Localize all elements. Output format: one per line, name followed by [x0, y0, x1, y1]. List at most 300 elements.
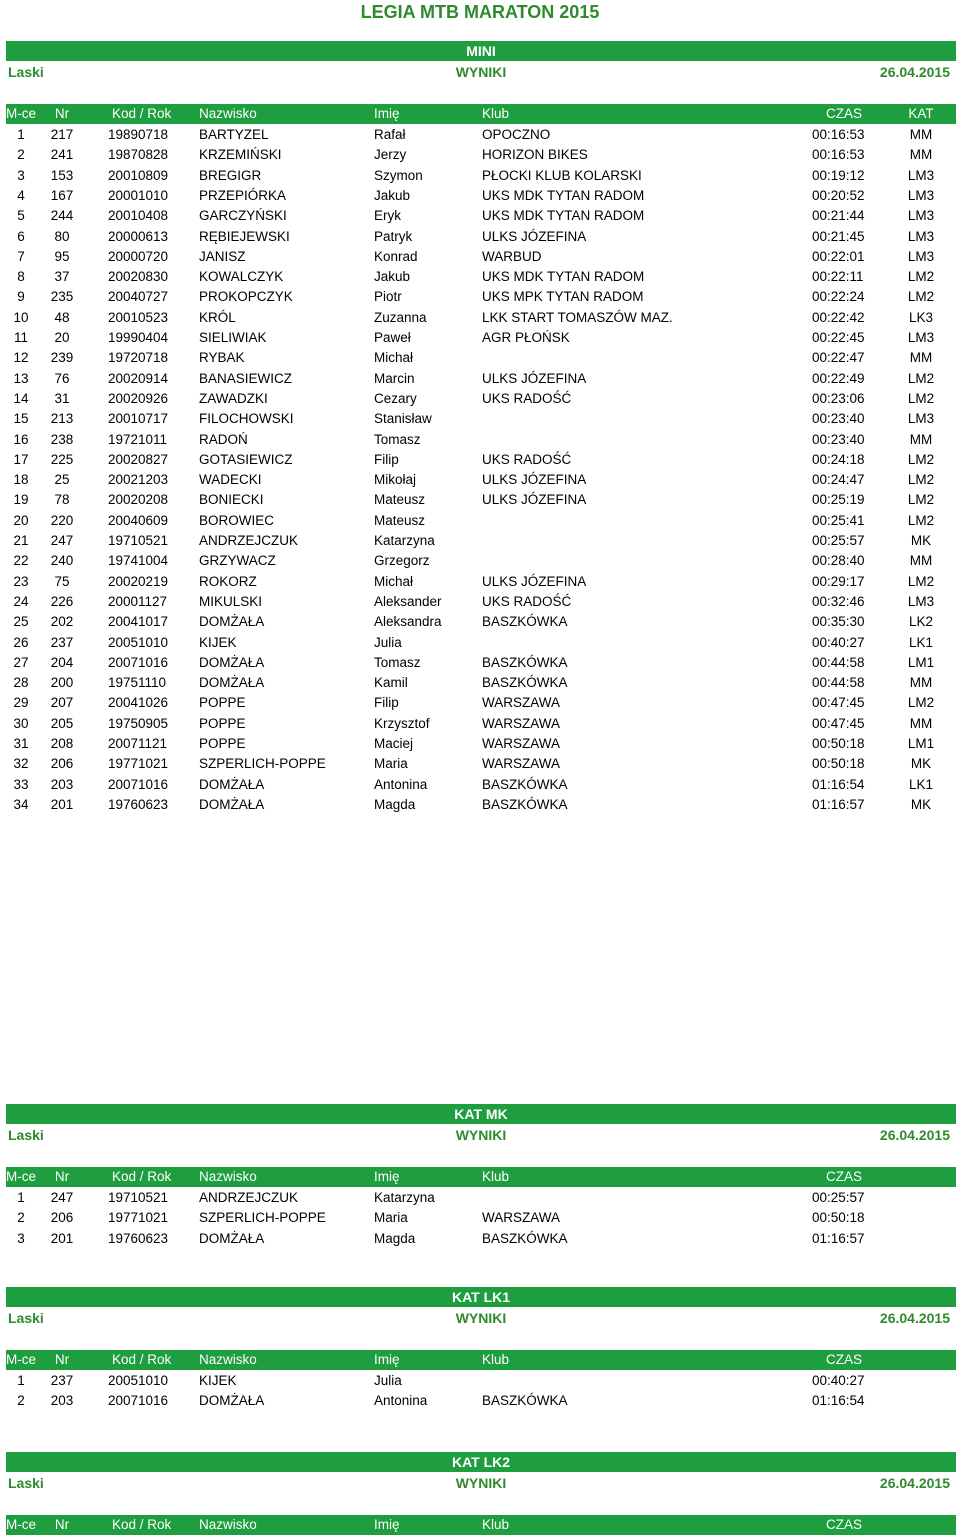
cell-imie: Maria	[374, 1210, 408, 1226]
header-czas: CZAS	[826, 106, 863, 121]
cell-kat: MM	[909, 553, 933, 569]
cell-nazwisko: DOMŻAŁA	[199, 1230, 265, 1246]
cell-kod: 20001010	[108, 187, 169, 203]
table-row	[6, 592, 956, 612]
cell-pos: 18	[13, 472, 29, 488]
cell-kod: 19710521	[108, 1190, 169, 1205]
cell-nr: 80	[54, 228, 70, 244]
cell-imie: Filip	[374, 695, 399, 711]
cell-nr: 213	[50, 411, 74, 427]
header-kat: KAT	[908, 106, 934, 121]
cell-nr: 203	[50, 776, 74, 792]
cell-kat: LM2	[907, 370, 935, 386]
cell-nr: 206	[50, 1210, 74, 1226]
cell-pos: 6	[17, 228, 25, 244]
cell-klub: WARSZAWA	[482, 736, 560, 751]
cell-pos: 20	[13, 512, 29, 528]
location-label: Laski	[8, 64, 44, 80]
table-row	[6, 714, 956, 734]
cell-nazwisko: BANASIEWICZ	[199, 370, 293, 386]
cell-pos: 26	[13, 634, 29, 650]
table-row	[6, 673, 956, 693]
cell-kat: MM	[909, 715, 933, 731]
cell-imie: Jakub	[374, 187, 411, 203]
cell-kat: MK	[910, 796, 932, 812]
cell-kat: MM	[909, 350, 933, 366]
cell-nazwisko: ANDRZEJCZUK	[199, 533, 299, 548]
cell-czas: 00:32:46	[812, 593, 865, 609]
cell-nazwisko: KIJEK	[199, 634, 237, 650]
cell-kod: 20010523	[108, 309, 169, 325]
cell-kat: LM2	[907, 512, 935, 528]
cell-nr: 217	[50, 127, 74, 142]
cell-kod: 19720718	[108, 350, 169, 366]
table-row	[6, 227, 956, 247]
cell-nr: 78	[54, 492, 70, 508]
cell-nazwisko: RĘBIEJEWSKI	[199, 228, 290, 244]
cell-klub: UKS MDK TYTAN RADOM	[482, 208, 645, 224]
cell-kod: 19760623	[108, 796, 169, 812]
cell-nazwisko: DOMŻAŁA	[199, 1393, 265, 1409]
cell-pos: 31	[13, 736, 29, 751]
cell-kod: 20000720	[108, 248, 169, 264]
cell-pos: 10	[13, 309, 29, 325]
location-label: Laski	[8, 1475, 44, 1491]
cell-nazwisko: POPPE	[199, 736, 246, 751]
cell-nr: 25	[54, 472, 70, 488]
cell-kod: 20020208	[108, 492, 169, 508]
cell-imie: Piotr	[374, 289, 402, 305]
header-nr: Nr	[54, 1517, 70, 1532]
cell-imie: Jakub	[374, 269, 411, 285]
cell-imie: Michał	[374, 350, 414, 366]
cell-imie: Szymon	[374, 167, 423, 183]
cell-imie: Stanisław	[374, 411, 432, 427]
cell-kod: 20071016	[108, 1393, 169, 1409]
cell-klub: WARSZAWA	[482, 695, 560, 711]
cell-nazwisko: DOMŻAŁA	[199, 776, 265, 792]
cell-czas: 00:24:18	[812, 451, 865, 467]
cell-nr: 240	[50, 553, 74, 569]
cell-kat: LM1	[907, 654, 935, 670]
cell-kod: 19771021	[108, 756, 169, 772]
cell-nr: 95	[54, 248, 70, 264]
date-label: 26.04.2015	[879, 64, 950, 80]
cell-kat: LM2	[907, 390, 935, 406]
results-label: WYNIKI	[455, 1475, 507, 1491]
cell-imie: Katarzyna	[374, 1190, 435, 1205]
cell-czas: 00:22:42	[812, 309, 865, 325]
header-klub: Klub	[482, 1169, 510, 1184]
table-row	[6, 754, 956, 774]
cell-czas: 00:44:58	[812, 675, 865, 691]
cell-kat: LM3	[907, 248, 935, 264]
cell-nr: 244	[50, 208, 74, 224]
cell-czas: 00:47:45	[812, 715, 865, 731]
cell-imie: Kamil	[374, 675, 408, 691]
table-row	[6, 206, 956, 226]
cell-pos: 27	[13, 654, 29, 670]
table-row	[6, 125, 956, 145]
header-pos: M-ce	[6, 1517, 36, 1532]
table-header	[6, 1515, 956, 1535]
cell-imie: Antonina	[374, 1393, 428, 1409]
table-row	[6, 1229, 956, 1249]
cell-imie: Cezary	[374, 390, 417, 406]
cell-czas: 00:50:18	[812, 1210, 865, 1226]
cell-kat: LM3	[907, 330, 935, 345]
header-pos: M-ce	[6, 1352, 36, 1367]
cell-imie: Katarzyna	[374, 533, 435, 548]
cell-nr: 31	[54, 390, 70, 406]
cell-imie: Magda	[374, 796, 416, 812]
cell-nazwisko: DOMŻAŁA	[199, 796, 265, 812]
cell-czas: 00:20:52	[812, 187, 865, 203]
cell-nazwisko: GRZYWACZ	[199, 553, 276, 569]
cell-nr: 207	[50, 695, 74, 711]
cell-nazwisko: KRÓL	[199, 309, 236, 325]
cell-czas: 00:21:45	[812, 228, 865, 244]
table-row	[6, 734, 956, 754]
cell-kod: 20020219	[108, 573, 169, 589]
cell-nr: 167	[50, 187, 74, 203]
cell-pos: 32	[13, 756, 29, 772]
category-title: KAT MK	[454, 1106, 508, 1122]
cell-kod: 20020914	[108, 370, 169, 386]
cell-czas: 00:23:40	[812, 411, 865, 427]
cell-nazwisko: KRZEMIŃSKI	[199, 147, 282, 163]
cell-pos: 25	[13, 614, 29, 630]
page-title: LEGIA MTB MARATON 2015	[360, 2, 600, 22]
cell-pos: 12	[13, 350, 29, 366]
cell-nr: 235	[50, 289, 74, 305]
cell-klub: UKS MDK TYTAN RADOM	[482, 269, 645, 285]
cell-klub: BASZKÓWKA	[482, 654, 568, 670]
cell-kat: LM1	[907, 736, 935, 751]
results-info-line	[6, 1308, 956, 1328]
cell-kat: LK1	[908, 776, 934, 792]
cell-kod: 20041026	[108, 695, 169, 711]
cell-nr: 37	[54, 269, 70, 285]
cell-nazwisko: POPPE	[199, 695, 246, 711]
table-row	[6, 328, 956, 348]
cell-kat: LM2	[907, 573, 935, 589]
table-row	[6, 348, 956, 368]
cell-klub: ULKS JÓZEFINA	[482, 228, 587, 244]
cell-kod: 20040727	[108, 289, 169, 305]
cell-nazwisko: GOTASIEWICZ	[199, 451, 293, 467]
cell-imie: Rafał	[374, 127, 406, 142]
cell-nr: 220	[50, 512, 74, 528]
cell-nr: 205	[50, 715, 74, 731]
header-pos: M-ce	[6, 1169, 36, 1184]
table-row	[6, 511, 956, 531]
cell-imie: Tomasz	[374, 654, 421, 670]
cell-czas: 00:22:01	[812, 248, 865, 264]
cell-pos: 34	[13, 796, 29, 812]
cell-kat: LK3	[908, 309, 934, 325]
cell-kod: 19890718	[108, 127, 169, 142]
cell-pos: 19	[13, 492, 29, 508]
table-row	[6, 450, 956, 470]
cell-nazwisko: DOMŻAŁA	[199, 654, 265, 670]
cell-kod: 20071016	[108, 776, 169, 792]
cell-nr: 201	[50, 1230, 74, 1246]
cell-pos: 2	[17, 1393, 25, 1409]
cell-nr: 201	[50, 796, 74, 812]
cell-kod: 20040609	[108, 512, 169, 528]
cell-czas: 00:40:27	[812, 1373, 865, 1388]
cell-kat: MM	[909, 127, 933, 142]
cell-kat: LM3	[907, 187, 935, 203]
table-row	[6, 369, 956, 389]
table-row	[6, 1371, 956, 1391]
cell-nr: 203	[50, 1393, 74, 1409]
cell-pos: 22	[13, 553, 29, 569]
cell-nazwisko: KOWALCZYK	[199, 269, 284, 285]
cell-czas: 00:22:47	[812, 350, 865, 366]
cell-imie: Antonina	[374, 776, 428, 792]
header-klub: Klub	[482, 1517, 510, 1532]
cell-pos: 5	[17, 208, 25, 224]
cell-klub: BASZKÓWKA	[482, 776, 568, 792]
cell-pos: 8	[17, 269, 25, 285]
cell-kat: LM3	[907, 167, 935, 183]
cell-pos: 13	[13, 370, 29, 386]
header-nazwisko: Nazwisko	[199, 106, 257, 121]
cell-kod: 20051010	[108, 1373, 169, 1388]
cell-imie: Zuzanna	[374, 309, 427, 325]
header-kod: Kod / Rok	[112, 1517, 172, 1532]
cell-kod: 19721011	[108, 431, 168, 447]
cell-nazwisko: RADOŃ	[199, 431, 248, 447]
cell-klub: UKS MPK TYTAN RADOM	[482, 289, 644, 305]
table-row	[6, 186, 956, 206]
cell-kat: MM	[909, 675, 933, 691]
cell-nazwisko: RYBAK	[199, 350, 245, 366]
header-nr: Nr	[54, 106, 70, 121]
cell-pos: 4	[17, 187, 25, 203]
cell-nr: 200	[50, 675, 74, 691]
cell-czas: 00:25:57	[812, 1190, 865, 1205]
category-title: KAT LK2	[451, 1454, 511, 1470]
cell-kod: 20051010	[108, 634, 169, 650]
cell-imie: Grzegorz	[374, 553, 430, 569]
cell-kat: LK2	[908, 614, 934, 630]
cell-kod: 19751110	[108, 675, 167, 691]
table-row	[6, 551, 956, 571]
cell-imie: Julia	[374, 1373, 402, 1388]
cell-pos: 21	[13, 533, 29, 548]
cell-imie: Julia	[374, 634, 402, 650]
cell-kod: 20041017	[108, 614, 169, 630]
cell-imie: Mateusz	[374, 512, 426, 528]
cell-pos: 1	[17, 127, 25, 142]
cell-czas: 00:24:47	[812, 472, 865, 488]
cell-pos: 24	[13, 593, 29, 609]
cell-czas: 00:25:41	[812, 512, 865, 528]
cell-klub: UKS RADOŚĆ	[482, 451, 572, 467]
table-row	[6, 612, 956, 632]
cell-kat: LM3	[907, 228, 935, 244]
cell-nr: 241	[50, 147, 74, 163]
header-imie: Imię	[374, 1352, 400, 1367]
header-pos: M-ce	[6, 106, 36, 121]
cell-nr: 153	[50, 167, 74, 183]
cell-klub: WARSZAWA	[482, 756, 560, 772]
cell-imie: Eryk	[374, 208, 401, 224]
cell-czas: 00:22:24	[812, 289, 865, 305]
cell-nr: 206	[50, 756, 74, 772]
table-row	[6, 287, 956, 307]
cell-kat: LM2	[907, 492, 935, 508]
cell-imie: Marcin	[374, 370, 415, 386]
table-row	[6, 430, 956, 450]
cell-kod: 20010408	[108, 208, 169, 224]
cell-pos: 33	[13, 776, 29, 792]
cell-kod: 20071016	[108, 654, 169, 670]
cell-pos: 28	[13, 675, 29, 691]
cell-imie: Konrad	[374, 248, 418, 264]
header-nr: Nr	[54, 1352, 70, 1367]
cell-nazwisko: POPPE	[199, 715, 246, 731]
cell-kod: 19710521	[108, 533, 169, 548]
cell-pos: 2	[17, 1210, 25, 1226]
cell-czas: 00:47:45	[812, 695, 865, 711]
table-row	[6, 572, 956, 592]
table-row	[6, 470, 956, 490]
cell-klub: PŁOCKI KLUB KOLARSKI	[482, 167, 642, 183]
header-kod: Kod / Rok	[112, 1352, 172, 1367]
header-imie: Imię	[374, 1517, 400, 1532]
table-row	[6, 308, 956, 328]
cell-kod: 20010809	[108, 167, 169, 183]
header-imie: Imię	[374, 1169, 400, 1184]
cell-czas: 00:22:11	[812, 269, 864, 285]
cell-nazwisko: BOROWIEC	[199, 512, 275, 528]
cell-kat: LM2	[907, 289, 935, 305]
cell-nazwisko: MIKULSKI	[199, 593, 263, 609]
cell-klub: BASZKÓWKA	[482, 1393, 568, 1409]
cell-klub: OPOCZNO	[482, 127, 551, 142]
header-czas: CZAS	[826, 1352, 863, 1367]
table-row	[6, 653, 956, 673]
cell-czas: 00:25:19	[812, 492, 865, 508]
cell-pos: 3	[17, 1230, 25, 1246]
cell-kat: LM3	[907, 208, 935, 224]
date-label: 26.04.2015	[879, 1310, 950, 1326]
cell-nr: 247	[50, 533, 74, 548]
table-row	[6, 633, 956, 653]
cell-nazwisko: SIELIWIAK	[199, 330, 267, 345]
cell-czas: 00:16:53	[812, 147, 865, 163]
cell-klub: BASZKÓWKA	[482, 796, 568, 812]
cell-kod: 19750905	[108, 715, 169, 731]
cell-klub: LKK START TOMASZÓW MAZ.	[482, 309, 673, 325]
results-info-line	[6, 62, 956, 82]
cell-kat: LK1	[908, 634, 934, 650]
cell-pos: 16	[13, 431, 29, 447]
cell-imie: Aleksander	[374, 593, 442, 609]
cell-klub: ULKS JÓZEFINA	[482, 573, 587, 589]
cell-klub: ULKS JÓZEFINA	[482, 370, 587, 386]
cell-kod: 20020827	[108, 451, 169, 467]
header-imie: Imię	[374, 106, 400, 121]
cell-pos: 15	[13, 411, 29, 427]
cell-czas: 00:25:57	[812, 533, 865, 548]
header-klub: Klub	[482, 1352, 510, 1367]
cell-czas: 00:40:27	[812, 634, 865, 650]
cell-nr: 76	[54, 370, 70, 386]
cell-czas: 01:16:57	[812, 1230, 865, 1246]
cell-nazwisko: PRZEPIÓRKA	[199, 187, 287, 203]
date-label: 26.04.2015	[879, 1127, 950, 1143]
cell-kod: 20010717	[108, 411, 169, 427]
cell-czas: 00:35:30	[812, 614, 865, 630]
cell-klub: WARBUD	[482, 248, 542, 264]
table-header	[6, 1167, 956, 1187]
cell-klub: WARSZAWA	[482, 715, 560, 731]
cell-czas: 00:23:40	[812, 431, 865, 447]
cell-nr: 247	[50, 1190, 74, 1205]
table-row	[6, 490, 956, 510]
cell-kod: 20000613	[108, 228, 169, 244]
results-info-line	[6, 1473, 956, 1493]
cell-czas: 01:16:54	[812, 776, 865, 792]
location-label: Laski	[8, 1127, 44, 1143]
cell-pos: 7	[17, 248, 25, 264]
cell-nr: 48	[54, 309, 70, 325]
cell-kat: LM3	[907, 593, 935, 609]
cell-czas: 01:16:54	[812, 1393, 865, 1409]
table-row	[6, 409, 956, 429]
cell-kat: LM2	[907, 695, 935, 711]
cell-nazwisko: FILOCHOWSKI	[199, 411, 294, 427]
cell-pos: 11	[13, 330, 28, 345]
cell-czas: 00:23:06	[812, 390, 865, 406]
cell-imie: Filip	[374, 451, 399, 467]
cell-kod: 19771021	[108, 1210, 169, 1226]
cell-czas: 01:16:57	[812, 796, 865, 812]
cell-nazwisko: DOMŻAŁA	[199, 675, 265, 691]
table-row	[6, 693, 956, 713]
cell-pos: 29	[13, 695, 29, 711]
table-row	[6, 1391, 956, 1411]
cell-nr: 239	[50, 350, 74, 366]
cell-imie: Aleksandra	[374, 614, 442, 630]
results-label: WYNIKI	[455, 64, 507, 80]
cell-czas: 00:50:18	[812, 736, 865, 751]
cell-czas: 00:22:45	[812, 330, 865, 345]
header-nazwisko: Nazwisko	[199, 1352, 257, 1367]
cell-kat: MK	[910, 533, 932, 548]
category-title: KAT LK1	[451, 1289, 511, 1305]
cell-imie: Jerzy	[374, 147, 407, 163]
cell-pos: 17	[13, 451, 29, 467]
header-kod: Kod / Rok	[112, 1169, 172, 1184]
cell-imie: Tomasz	[374, 431, 421, 447]
cell-nazwisko: GARCZYŃSKI	[199, 208, 287, 224]
cell-nr: 204	[50, 654, 74, 670]
header-kod: Kod / Rok	[112, 106, 172, 121]
cell-kod: 19870828	[108, 147, 169, 163]
cell-pos: 1	[17, 1373, 25, 1388]
header-nr: Nr	[54, 1169, 70, 1184]
cell-kat: LM3	[907, 411, 935, 427]
cell-imie: Mateusz	[374, 492, 426, 508]
table-row	[6, 145, 956, 165]
cell-klub: UKS RADOŚĆ	[482, 593, 572, 609]
